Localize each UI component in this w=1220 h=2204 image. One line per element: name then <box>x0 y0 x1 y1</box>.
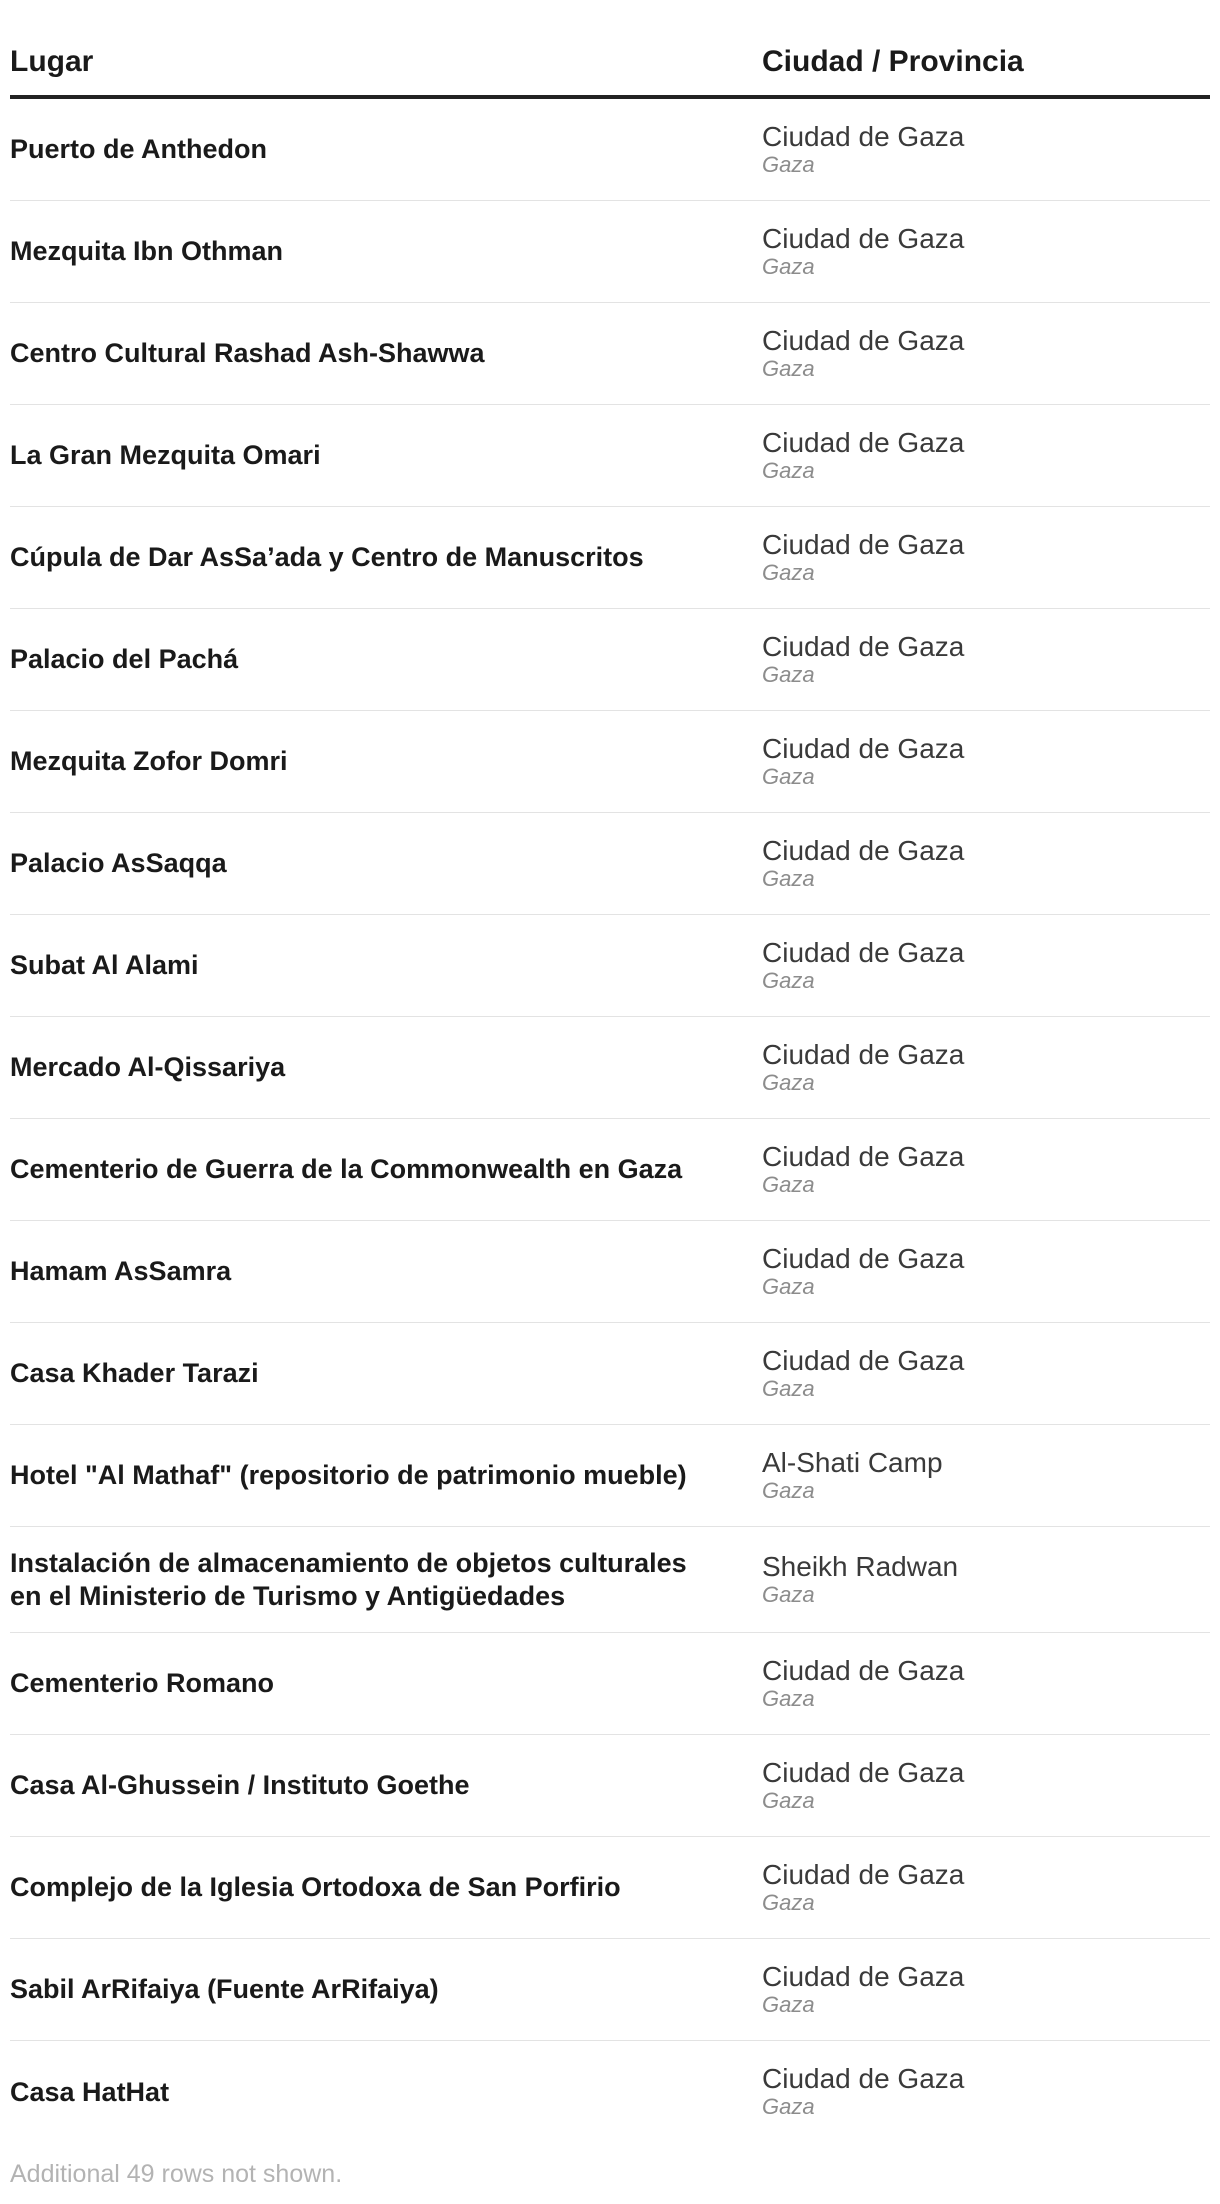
city-name: Ciudad de Gaza <box>762 1038 965 1070</box>
column-header-place: Lugar <box>10 44 94 78</box>
table-row <box>10 1221 1210 1323</box>
table-row <box>10 1017 1210 1119</box>
province-name: Gaza <box>762 151 815 177</box>
table-row <box>10 1633 1210 1735</box>
city-name: Ciudad de Gaza <box>762 426 965 458</box>
location-cell <box>762 1448 1210 1504</box>
place-name: Instalación de almacenamiento de objetos culturales en el Ministerio de Turismo y Antigüedades <box>10 1547 687 1611</box>
place-name: Puerto de Anthedon <box>10 134 267 164</box>
place-name: Sabil ArRifaiya (Fuente ArRifaiya) <box>10 1974 439 2004</box>
table-row <box>10 201 1210 303</box>
city-name: Ciudad de Gaza <box>762 1242 965 1274</box>
province-name: Gaza <box>762 1477 815 1503</box>
province-name: Gaza <box>762 1069 815 1095</box>
location-cell <box>762 1962 1210 2018</box>
place-name: Hamam AsSamra <box>10 1256 232 1286</box>
location-cell <box>762 1656 1210 1712</box>
location-cell <box>762 326 1210 382</box>
table-row <box>10 303 1210 405</box>
city-name: Ciudad de Gaza <box>762 324 965 356</box>
table-row <box>10 1425 1210 1527</box>
city-name: Ciudad de Gaza <box>762 1960 965 1992</box>
table-row <box>10 711 1210 813</box>
city-name: Al-Shati Camp <box>762 1446 943 1478</box>
location-cell <box>762 1142 1210 1198</box>
city-name: Ciudad de Gaza <box>762 1756 965 1788</box>
table-header <box>10 28 1210 99</box>
place-name: Cúpula de Dar AsSa’ada y Centro de Manuscritos <box>10 542 644 572</box>
place-name: Casa Al-Ghussein / Instituto Goethe <box>10 1770 470 1800</box>
column-header-city-province: Ciudad / Provincia <box>762 44 1024 78</box>
table-row <box>10 99 1210 201</box>
province-name: Gaza <box>762 1685 815 1711</box>
province-name: Gaza <box>762 1171 815 1197</box>
table-row <box>10 609 1210 711</box>
table-row <box>10 1939 1210 2041</box>
location-cell <box>762 1346 1210 1402</box>
province-name: Gaza <box>762 1787 815 1813</box>
place-name: Subat Al Alami <box>10 950 199 980</box>
place-name: Casa Khader Tarazi <box>10 1358 259 1388</box>
city-name: Ciudad de Gaza <box>762 120 965 152</box>
province-name: Gaza <box>762 1375 815 1401</box>
province-name: Gaza <box>762 661 815 687</box>
table-row <box>10 1527 1210 1633</box>
city-name: Ciudad de Gaza <box>762 2063 965 2094</box>
location-cell <box>762 122 1210 178</box>
city-name: Ciudad de Gaza <box>762 1140 965 1172</box>
location-cell <box>762 632 1210 688</box>
location-cell <box>762 1758 1210 1814</box>
province-name: Gaza <box>762 967 815 993</box>
table-row <box>10 1735 1210 1837</box>
city-name: Ciudad de Gaza <box>762 936 965 968</box>
province-name: Gaza <box>762 1889 815 1915</box>
location-cell <box>762 224 1210 280</box>
place-name: Centro Cultural Rashad Ash-Shawwa <box>10 338 485 368</box>
location-cell <box>762 530 1210 586</box>
province-name: Gaza <box>762 457 815 483</box>
place-name: Palacio del Pachá <box>10 644 239 674</box>
province-name: Gaza <box>762 865 815 891</box>
province-name: Gaza <box>762 1273 815 1299</box>
place-name: Complejo de la Iglesia Ortodoxa de San Porfirio <box>10 1872 621 1902</box>
province-name: Gaza <box>762 1581 815 1607</box>
table-row <box>10 405 1210 507</box>
city-name: Ciudad de Gaza <box>762 630 965 662</box>
location-cell <box>762 1244 1210 1300</box>
table-row <box>10 915 1210 1017</box>
table-row <box>10 2041 1210 2143</box>
table-row <box>10 507 1210 609</box>
province-name: Gaza <box>762 763 815 789</box>
place-name: Hotel "Al Mathaf" (repositorio de patrimonio mueble) <box>10 1460 687 1490</box>
city-name: Ciudad de Gaza <box>762 528 965 560</box>
place-name: Mezquita Ibn Othman <box>10 236 283 266</box>
province-name: Gaza <box>762 559 815 585</box>
location-cell <box>762 734 1210 790</box>
province-name: Gaza <box>762 1991 815 2017</box>
location-cell <box>762 1040 1210 1096</box>
location-cell <box>762 836 1210 892</box>
places-table <box>10 28 1210 2143</box>
location-cell <box>762 2064 1210 2120</box>
city-name: Ciudad de Gaza <box>762 834 965 866</box>
city-name: Ciudad de Gaza <box>762 732 965 764</box>
place-name: Palacio AsSaqqa <box>10 848 227 878</box>
place-name: Mezquita Zofor Domri <box>10 746 288 776</box>
province-name: Gaza <box>762 355 815 381</box>
city-name: Sheikh Radwan <box>762 1550 959 1582</box>
province-name: Gaza <box>762 2094 815 2119</box>
table-row <box>10 1837 1210 1939</box>
place-name: La Gran Mezquita Omari <box>10 440 321 470</box>
city-name: Ciudad de Gaza <box>762 1344 965 1376</box>
place-name: Cementerio de Guerra de la Commonwealth en Gaza <box>10 1154 683 1184</box>
location-cell <box>762 1860 1210 1916</box>
table-row <box>10 1119 1210 1221</box>
place-name: Casa HatHat <box>10 2076 170 2107</box>
city-name: Ciudad de Gaza <box>762 222 965 254</box>
province-name: Gaza <box>762 253 815 279</box>
rows-not-shown-note: Additional 49 rows not shown. <box>10 2160 343 2188</box>
city-name: Ciudad de Gaza <box>762 1858 965 1890</box>
location-cell <box>762 1552 1210 1608</box>
location-cell <box>762 938 1210 994</box>
location-cell <box>762 428 1210 484</box>
place-name: Mercado Al-Qissariya <box>10 1052 286 1082</box>
table-row <box>10 1323 1210 1425</box>
place-name: Cementerio Romano <box>10 1668 275 1698</box>
table-row <box>10 813 1210 915</box>
city-name: Ciudad de Gaza <box>762 1654 965 1686</box>
